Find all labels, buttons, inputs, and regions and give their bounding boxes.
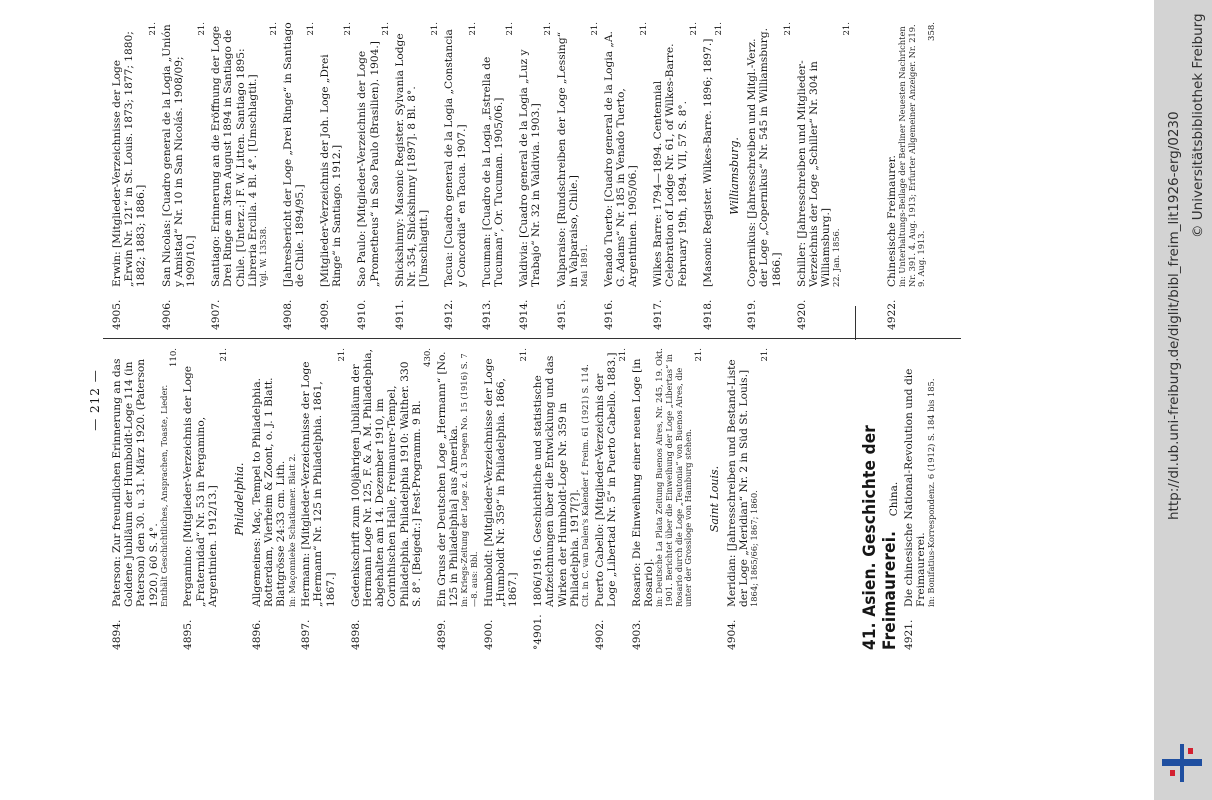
entry-text: Humboldt: [Mitglieder-Verzeichnisse der Loge „Humboldt Nr. 359“ in Philadelphia. 1866, 1867.] bbox=[482, 358, 520, 607]
entry-note: in: Unterhaltungs-Beilage der Berliner Neuesten Nachrichten Nr. 391. 4. Aug. 1913; Erfurter Allgemeiner Anzeiger. Nr. 219. 9. Aug. 1913. bbox=[897, 24, 927, 287]
entry-number: 4918. bbox=[701, 299, 714, 330]
entry-number: 4912. bbox=[443, 299, 456, 330]
bibliography-entry bbox=[903, 348, 937, 650]
left-entries-top bbox=[111, 348, 229, 650]
bibliography-entry bbox=[394, 22, 441, 330]
bibliography-entry bbox=[111, 348, 179, 650]
logo-blue-bar-right bbox=[1184, 759, 1202, 766]
bibliography-entry bbox=[111, 22, 158, 330]
entry-text: Tacua: [Cuadro general de la Logia „Constancia y Concordia“ en Tacua. 1907.] bbox=[443, 29, 468, 287]
entry-text: Valdivia: [Cuadro general de la Logia „Luz y Trabajo“ Nr. 32 in Valdivia. 1903.] bbox=[518, 49, 543, 287]
entry-number: 4905. bbox=[111, 299, 123, 330]
entry-number: 4911. bbox=[393, 299, 406, 330]
entry-code: 21. bbox=[782, 22, 793, 36]
asia-entries-left bbox=[903, 348, 937, 650]
entry-text: Allgemeines: Maç. Tempel to Philadelphia. Rotterdam, Vierheim & Zoont, o. J. 1 Blatt. Blattgrösse 24:33 cm. Lith. bbox=[251, 377, 288, 607]
page-number: — 212 — bbox=[88, 369, 102, 431]
copyright-notice: © Universitätsbibliothek Freiburg bbox=[1190, 13, 1206, 238]
bibliography-entry bbox=[436, 348, 480, 650]
entry-code: 21. bbox=[519, 348, 530, 362]
entry-code: 21. bbox=[343, 22, 354, 36]
entry-text: Shickshinny: Masonic Register. Sylvania Lodge Nr. 354, Shickshinny [1897]. 8 Bl. 8°. [Umschlagtit.] bbox=[393, 33, 431, 287]
entry-code: 21. bbox=[219, 348, 230, 362]
left-column bbox=[111, 348, 773, 650]
bibliography-entry bbox=[182, 348, 229, 650]
entry-text: [Mitglieder-Verzeichnis der Joh. Loge „Drei Ringe“ in Santiago. 1912.] bbox=[319, 54, 344, 287]
entry-code: 358. bbox=[926, 22, 937, 41]
entry-code: 430. bbox=[423, 348, 434, 367]
bibliography-entry bbox=[532, 348, 590, 650]
ub-freiburg-logo-icon bbox=[1162, 742, 1202, 784]
entry-number: 4914. bbox=[518, 299, 531, 330]
entry-text: Copernikus: [Jahresschreiben und Mitgl.-Verz. der Loge „Copernikus“ Nr. 545 in Williamsburg. 1866.] bbox=[746, 27, 783, 287]
entry-text: Pergamino: [Mitglieder-Verzeichnis der Loge „Fraternidad“ Nr. 53 in Pergamino, Argentinien. 1912/13.] bbox=[182, 366, 219, 607]
entry-text: Hermann: [Mitglieder-Verzeichnisse der Loge „Hermann“ Nr. 125 in Philadelphia. 1861, 1867.] bbox=[300, 361, 337, 607]
entry-text: Gedenkschrift zum 100jährigen Jubiläum der Hermann Loge Nr. 125, F. & A. M. Philadelphia, abgehalten am 14. Dezember 1910, im Corinthischen Halle, Freimaurer-Tempel, Philadelphia. Philadelphia 1910: Walther. 330 S. 8°. [Beigedr.:] Fest-Programm. 9 Bl. bbox=[349, 349, 423, 607]
entry-text: Die chinesische National-Revolution und die Freimaurerei. bbox=[903, 368, 928, 607]
entry-code: 21. bbox=[306, 22, 317, 36]
entry-text: Erwin: [Mitglieder-Verzeichnisse der Loge „Erwin Nr. 121“ in St. Louis. 1873; 1877; 1880; 1882; 1883; 1886.] bbox=[111, 31, 148, 287]
entry-code: 21. bbox=[336, 348, 347, 362]
entry-number: 4899. bbox=[436, 619, 449, 650]
bibliography-entry bbox=[319, 22, 353, 330]
entry-text: Ein Gruss der Deutschen Loge „Hermann“ [No. 125 in Philadelphia] aus Amerika. bbox=[436, 351, 461, 607]
entry-number: 4902. bbox=[593, 619, 606, 650]
bibliography-entry bbox=[443, 22, 477, 330]
entry-text: 1806/1916. Geschichtliche und statistische Aufzeichnungen über die Entwicklung und das Wirken der Humboldt-Loge Nr. 359 in Philadelphia. 1917[?]. bbox=[532, 355, 581, 607]
entry-number: 4915. bbox=[555, 299, 568, 330]
entry-number: 4895. bbox=[182, 619, 195, 650]
entry-code: 21. bbox=[714, 22, 725, 36]
entry-text: Wilkes Barre: 1794—1894. Centennial Celebration of Lodge Nr. 61, of Wilkes-Barre. February 19th, 1894. VII, 57 S. 8°. bbox=[652, 43, 689, 287]
logo-red-block bbox=[1188, 748, 1193, 754]
entry-number: 4908. bbox=[281, 299, 294, 330]
bibliography-entry bbox=[251, 348, 297, 650]
entry-text: San Nicolas: [Cuadro general de la Logia „Unión y Amistad“ Nr. 10 in San Nicolás. 1908/09; 1909/10.] bbox=[160, 24, 198, 287]
entry-note: 1864; 1865/66; 1867; 1860. bbox=[749, 490, 760, 607]
heading-williamsburg: Williamsburg. bbox=[728, 137, 742, 215]
bibliography-entry bbox=[356, 22, 390, 330]
entry-text: Tucuman: [Cuadro de la Logia „Estrella de Tucuman“, Or. Tucuman. 1905/06.] bbox=[480, 56, 506, 287]
bibliography-entry bbox=[483, 348, 530, 650]
entry-text: Paterson: Zur freundlichen Erinnerung an das Goldene Jubiläum der Humboldt-Loge 114 (in Paterson) den 30. u. 31. März 1920. (Paterson 1920.) 60 S. 4°. bbox=[111, 358, 160, 607]
entry-code: 21. bbox=[589, 22, 600, 36]
bibliography-entry bbox=[518, 22, 552, 330]
entry-number: 4921. bbox=[903, 619, 915, 650]
bibliography-entry bbox=[594, 348, 628, 650]
logo-blue-bar bbox=[1162, 759, 1180, 766]
entry-number: 4894. bbox=[111, 619, 123, 650]
entry-code: 21. bbox=[542, 22, 553, 36]
logo-red-block-lower bbox=[1170, 770, 1175, 776]
entry-code: 21. bbox=[688, 22, 699, 36]
entry-number: 4903. bbox=[631, 619, 644, 650]
document-url[interactable]: http://dl.ub.uni-freiburg.de/diglit/bibl_freim_lit1926-erg/0230 bbox=[1166, 111, 1182, 520]
entry-number: 4904. bbox=[725, 619, 738, 650]
entry-number: 4919. bbox=[746, 299, 759, 330]
heading-saint-louis: Saint Louis. bbox=[707, 465, 721, 533]
entry-note: Mai 1891. bbox=[579, 244, 590, 287]
entry-text: Meridian: [Jahresschreiben und Bestand-Liste der Loge „Meridian“ Nr. 2 in Süd St. Louis.] bbox=[725, 359, 751, 607]
entry-text: Sao Paulo: [Mitglieder-Verzeichnis der Loge „Prometheus“ in Sao Paulo (Brasilien). 1904.] bbox=[356, 41, 381, 287]
entry-code: 110. bbox=[169, 348, 180, 367]
entry-number: 4909. bbox=[319, 299, 332, 330]
entry-text: Santiago: Erinnerung an die Eröffnung der Loge Drei Ringe am 3ten August 1894 in Santiago de Chile. [Unterz.:] F. W. Litten. Santiago 1895: Libreria Ercilla. 4 Bl. 4°. [Umschlagtit.] bbox=[210, 26, 259, 287]
bibliography-entry bbox=[796, 22, 852, 330]
entry-text: [Jahresbericht der Loge „Drei Ringe“ in Santiago de Chile. 1894/95.] bbox=[281, 22, 306, 287]
entry-text: [Masonic Register. Wilkes-Barre. 1896; 1897.] bbox=[701, 38, 714, 287]
right-column bbox=[111, 22, 855, 330]
asia-right-column bbox=[886, 22, 940, 330]
entry-number: °4901. bbox=[532, 614, 545, 650]
entry-code: 21. bbox=[505, 22, 516, 36]
bibliography-entry bbox=[746, 22, 793, 330]
entry-note: 22. Jan. 1856. bbox=[831, 228, 842, 287]
entry-note: in: Maçonnieke Schatkamer. Blatt 2. bbox=[286, 453, 297, 607]
bibliography-entry bbox=[300, 348, 347, 650]
entry-text: Venado Tuerto: [Cuadro general de la Logia „A. G. Adams“ Nr. 185 in Venado Tuerto, Argentinien. 1905/06.] bbox=[602, 31, 640, 287]
entry-note: Vgl. W. 13538. bbox=[258, 226, 269, 287]
entry-code: 21. bbox=[197, 22, 208, 36]
entry-code: 21. bbox=[430, 22, 441, 36]
entry-code: 21. bbox=[147, 22, 158, 36]
right-entries-williamsburg bbox=[746, 22, 852, 330]
entry-number: 4897. bbox=[300, 619, 313, 650]
bibliography-entry bbox=[631, 348, 704, 650]
left-entries-philadelphia bbox=[251, 348, 704, 650]
bibliography-entry bbox=[603, 22, 650, 330]
bibliography-entry bbox=[556, 22, 600, 330]
entry-number: 4922. bbox=[886, 299, 898, 330]
heading-philadelphia: Philadelphia. bbox=[233, 462, 247, 536]
entry-text: Rosario: Die Einweihung einer neuen Loge [in Rosario]. bbox=[631, 358, 656, 607]
asia-entries-right bbox=[886, 22, 937, 330]
asia-subheading-china: China. bbox=[888, 481, 900, 517]
entry-text: Schiller: [Jahresschreiben und Mitglieder-Verzeichnis der Loge „Schiller“ Nr. 304 in Williamsburg.] bbox=[795, 60, 833, 287]
bibliography-entry bbox=[350, 348, 433, 650]
entry-note: in: Bonifatius-Korrespondenz. 6 (1912) S. 184 bis 185. bbox=[926, 378, 937, 607]
entry-code: 21. bbox=[759, 348, 770, 362]
entry-note: in: Deutsche La Plata Zeitung Buenos Aires, Nr. 245, 19. Okt. 1901. Berichtet über die Einweihung der Loge „Libertas“ in Rosario durch die Loge „Teutonia“ von Buenos Aires, die unter der Grossloge von Hamburg stehen. bbox=[654, 348, 694, 607]
entry-note: Enthält Geschichtliches, Ansprachen, Toaste, Lieder. bbox=[158, 384, 169, 607]
entry-number: 4898. bbox=[349, 619, 362, 650]
entry-number: 4907. bbox=[210, 299, 223, 330]
entry-number: 4916. bbox=[602, 299, 615, 330]
bibliography-entry bbox=[210, 22, 278, 330]
asia-left-column bbox=[888, 348, 940, 650]
bibliography-entry bbox=[481, 22, 515, 330]
section-divider bbox=[855, 306, 856, 340]
entry-text: Chinesische Freimaurer. bbox=[886, 155, 898, 287]
section-heading-asia: 41. Asien. Geschichte der Freimaurerei. bbox=[860, 424, 900, 650]
entry-number: 4917. bbox=[652, 299, 665, 330]
entry-code: 21. bbox=[467, 22, 478, 36]
bibliography-entry bbox=[282, 22, 316, 330]
bibliography-entry bbox=[886, 22, 937, 330]
entry-text: Puerto Cabello: [Mitglieder-Verzeichnis der Loge „Libertad Nr. 5“ in Puerto Cabello. 1883.] bbox=[593, 352, 618, 607]
entry-number: 4906. bbox=[160, 299, 173, 330]
bibliography-entry bbox=[161, 22, 208, 330]
entry-code: 21. bbox=[380, 22, 391, 36]
entry-note: Cit. in C. van Dalen's Kalender f. Freim. 61 (1921) S. 114. bbox=[580, 364, 591, 607]
entry-code: 21. bbox=[693, 348, 704, 362]
entry-number: 4900. bbox=[482, 619, 495, 650]
entry-code: 21. bbox=[639, 22, 650, 36]
bibliography-entry bbox=[652, 22, 699, 330]
entry-text: Valparaiso: [Rundschreiben der Loge „Lessing“ in Valparaiso, Chile.] bbox=[555, 31, 580, 287]
logo-blue-stem bbox=[1180, 744, 1184, 782]
entry-code: 21. bbox=[618, 348, 629, 362]
entry-code: 21. bbox=[841, 22, 852, 36]
column-divider bbox=[103, 338, 961, 339]
bibliography-entry bbox=[702, 22, 724, 330]
left-entries-saint-louis bbox=[726, 348, 770, 650]
entry-number: 4896. bbox=[251, 619, 264, 650]
bibliography-entry bbox=[726, 348, 770, 650]
entry-note: in: Kriegs-Zeitung der Loge z. d. 3 Degen No. 15 (1916) S. 7—8. aus: Bbl. bbox=[459, 353, 480, 607]
entry-number: 4913. bbox=[480, 299, 493, 330]
entry-number: 4920. bbox=[795, 299, 808, 330]
entry-number: 4910. bbox=[356, 299, 369, 330]
entry-code: 21. bbox=[268, 22, 279, 36]
right-entries-top bbox=[111, 22, 724, 330]
